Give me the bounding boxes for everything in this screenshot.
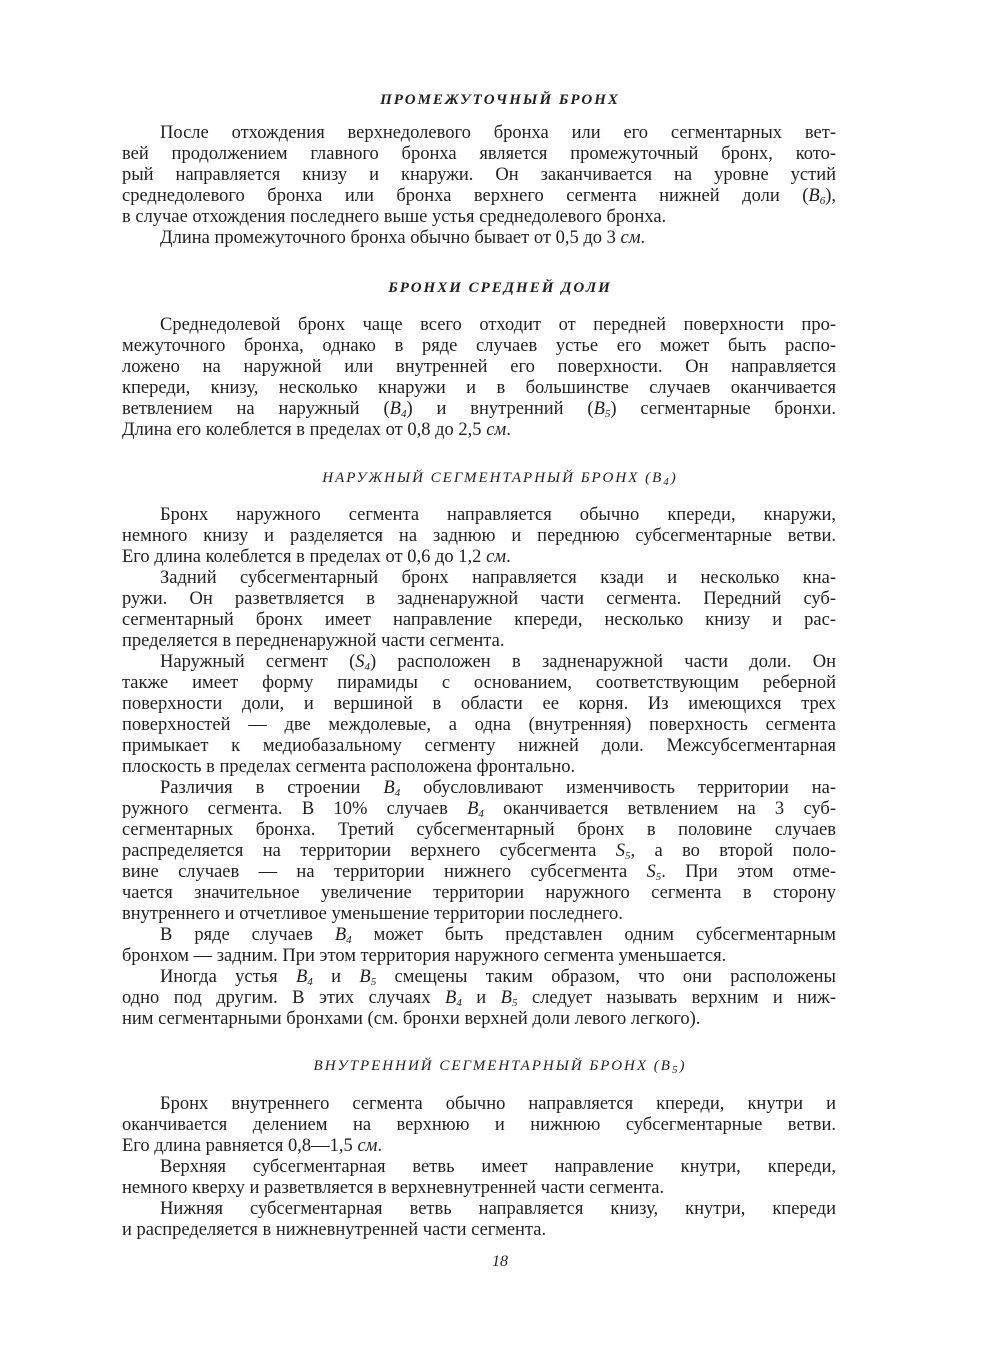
text-line: После отхождения верхнедолевого бронха или его сегментарных вет- [160,123,836,143]
symbol: $B_4$ [652,470,671,488]
text-line: Его длина колеблется в пределах от 0,6 до 1,2 см. [122,547,511,567]
symbol: $S_5$ [646,862,662,883]
text-line: Его длина равняется 0,8—1,5 см. [122,1136,383,1156]
text-line: также имеет форму пирамиды с основанием, соответствующим реберной [122,673,836,693]
symbol: $S_5$ [615,841,631,862]
text-line: распределяется на территории верхнего субсегмента $S_5$, а во второй поло- [122,841,836,862]
text-line: Иногда устья $B_4$ и $B_5$ смещены таким образом, что они расположены [160,967,836,988]
section-heading: ПРОМЕЖУТОЧНЫЙ БРОНХ [380,92,620,108]
text-line: пределяется в передненаружной части сегмента. [122,631,505,651]
text-line: внутреннего и отчетливое уменьшение территории последнего. [122,904,623,924]
symbol: $B_5$ [593,399,611,420]
text-line: Различия в строении $B_4$ обусловливают изменчивость территории на- [160,778,836,799]
text-line: немного книзу и разделяется на заднюю и переднюю субсегментарные ветви. [122,526,836,546]
text-line: межуточного бронха, однако в ряде случаев устье его может быть распо- [122,336,836,356]
text-line: ружного сегмента. В 10% случаев $B_4$ оканчивается ветвлением на 3 суб- [122,799,837,820]
unit: см [620,228,641,248]
symbol: $B_5$ [359,967,377,988]
text-line: в случае отхождения последнего выше устья среднедолевого бронха. [122,207,667,227]
symbol: $B_4$ [295,967,313,988]
unit: см [357,1136,378,1156]
text-line: ружи. Он разветвляется в задненаружной части сегмента. Передний суб- [122,589,836,609]
section-body [122,123,836,249]
symbol: $B_4$ [467,799,484,820]
text-line: рый направляется книзу и кнаружи. Он заканчивается на уровне устий [122,165,836,185]
symbol: $B_5$ [660,1058,680,1076]
section-body [122,1094,836,1241]
text-line: сегментарных бронха. Третий субсегментарный бронх в половине случаев [122,820,836,840]
text-line: поверхности доли, и вершиной в области ее корня. Из имеющихся трех [122,694,836,714]
text-line: В ряде случаев $B_4$ может быть представлен одним субсегментарным [160,925,836,946]
text-line: плоскость в пределах сегмента расположена фронтально. [122,757,576,777]
text-line: одно под другим. В этих случаях $B_4$ и $B_5$ следует называть верхним и ниж- [122,988,836,1009]
text-line: примыкает к медиобазальному сегменту нижней доли. Межсубсегментарная [122,736,836,756]
text-line: поверхностей — две междолевые, а одна (внутренняя) поверхность сегмента [122,715,836,735]
section-heading: НАРУЖНЫЙ СЕГМЕНТАРНЫЙ БРОНХ $(B_4)$ [322,470,678,488]
text-line: чается значительное увеличение территории наружного сегмента в сторону [122,883,836,903]
text-line: ложено на наружной или внутренней его поверхности. Он направляется [122,357,836,377]
symbol: $B_6$ [808,186,826,207]
text-line: Бронх наружного сегмента направляется обычно кпереди, кнаружи, [160,505,836,525]
text-line: и распределяется в нижневнутренней части сегмента. [122,1220,547,1240]
symbol: $B_5$ [500,988,518,1009]
text-line: ветвлением на наружный $(B_4)$ и внутренний $(B_5)$ сегментарные бронхи. [122,399,837,420]
text-line: немного кверху и разветвляется в верхневнутренней части сегмента. [122,1178,665,1198]
symbol: $B_4$ [445,988,462,1009]
text-line: вей продолжением главного бронха является промежуточный бронх, кото- [122,144,836,164]
text-line: Среднедолевой бронх чаще всего отходит от передней поверхности про- [160,315,836,335]
text-line: бронхом — задним. При этом территория наружного сегмента уменьшается. [122,946,727,966]
page-number: 18 [492,1253,508,1270]
section-heading: ВНУТРЕННИЙ СЕГМЕНТАРНЫЙ БРОНХ $(B_5)$ [313,1058,687,1076]
symbol: $B_4$ [389,399,407,420]
text-line: среднедолевого бронха или бронха верхнего сегмента нижней доли $(B_6)$, [122,186,836,207]
section-body [122,505,836,1030]
text-line: кпереди, книзу, несколько кнаружи и в большинстве случаев оканчивается [122,378,836,398]
text-line: Длина промежуточного бронха обычно бывает от 0,5 до 3 см. [160,228,646,248]
text-line: Верхняя субсегментарная ветвь имеет направление кнутри, кпереди, [160,1157,836,1177]
unit: см [486,420,507,440]
section-heading: БРОНХИ СРЕДНЕЙ ДОЛИ [388,280,612,296]
text-line: ним сегментарными бронхами (см. бронхи верхней доли левого легкого). [122,1009,701,1029]
text-line: Длина его колеблется в пределах от 0,8 до 2,5 см. [122,420,511,440]
text-line: Задний субсегментарный бронх направляется кзади и несколько кна- [160,568,836,588]
symbol: $B_4$ [383,778,401,799]
text-line: Нижняя субсегментарная ветвь направляется книзу, кнутри, кпереди [160,1199,836,1219]
text-line: Бронх внутреннего сегмента обычно направляется кпереди, кнутри и [160,1094,836,1114]
text-line: сегментарный бронх имеет направление кпереди, несколько книзу и рас- [122,610,836,630]
unit: см [486,547,507,567]
text-line: вине случаев — на территории нижнего субсегмента $S_5$. При этом отме- [122,862,836,883]
text-line: Наружный сегмент $(S_4)$ расположен в задненаружной части доли. Он [160,652,837,673]
symbol: $S_4$ [355,652,370,673]
symbol: $B_4$ [334,925,352,946]
section-body [122,315,836,441]
text-line: оканчивается делением на верхнюю и нижнюю субсегментарные ветви. [122,1115,836,1135]
